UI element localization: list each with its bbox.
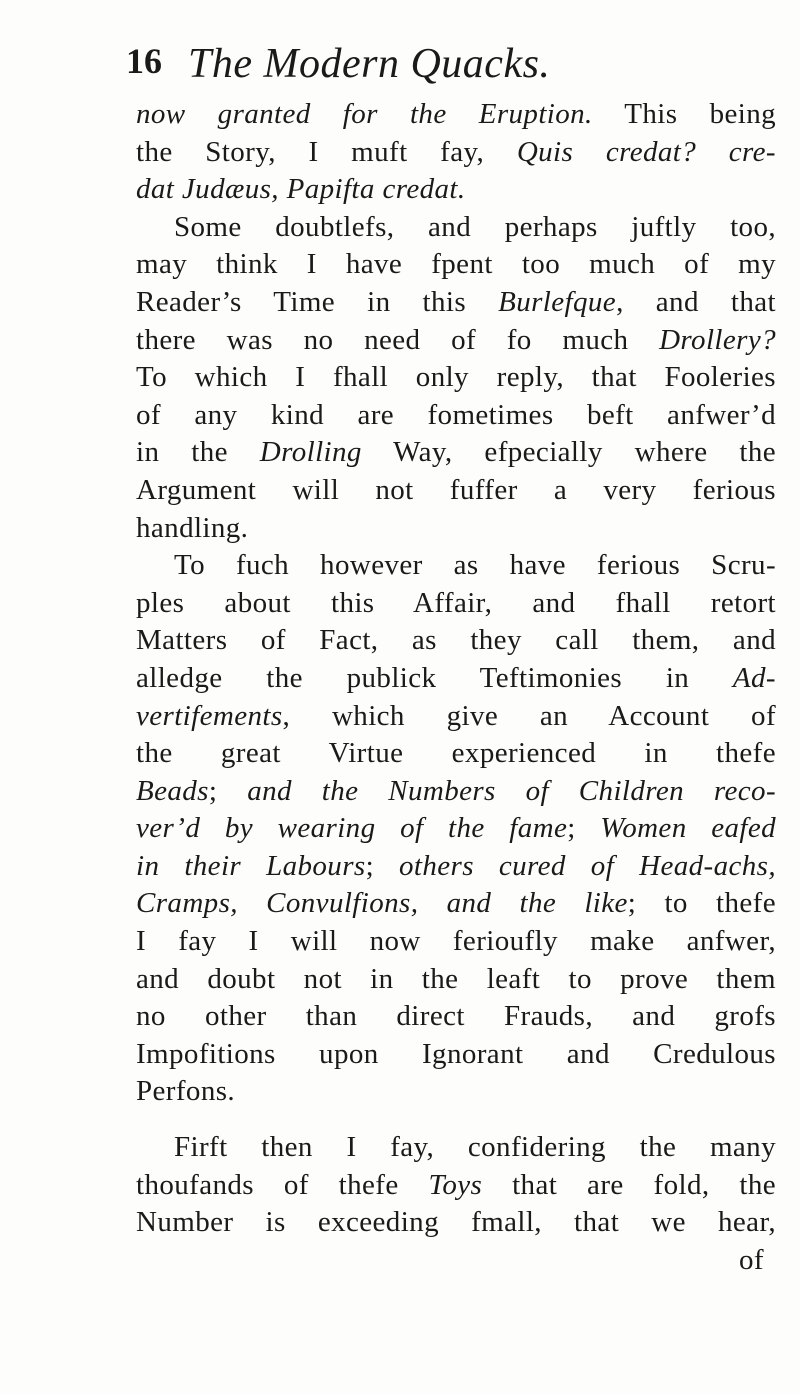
roman-text: Number is exceeding fmall, that we hear, <box>136 1206 776 1239</box>
italic-text: Toys <box>428 1168 483 1201</box>
text-line <box>136 961 776 999</box>
italic-text: others cured of Head-achs, <box>399 849 777 882</box>
roman-text: This being <box>592 98 776 130</box>
roman-text: the great Virtue experienced in thefe <box>136 737 776 770</box>
text-line <box>136 773 776 811</box>
roman-text: thoufands of thefe <box>136 1168 429 1201</box>
roman-text: To which I fhall only reply, that Fooleries <box>136 361 776 394</box>
roman-text: I fay I will now ferioufly make anfwer, <box>136 925 776 958</box>
italic-text: Drollery? <box>659 323 776 356</box>
italic-text: Quis credat? cre- <box>516 135 776 168</box>
roman-text: ; <box>208 774 248 807</box>
text-line <box>136 134 776 172</box>
italic-text: dat Judæus, Papifta credat. <box>136 173 466 206</box>
text-line <box>136 397 776 435</box>
text-line <box>136 547 776 585</box>
text-line <box>136 848 776 886</box>
roman-text: , which give an Account of <box>282 699 776 732</box>
text-line <box>136 585 776 623</box>
roman-text: in the <box>136 436 260 469</box>
roman-text: , and that <box>616 285 776 318</box>
roman-text: To fuch however as have ferious Scru- <box>174 549 776 582</box>
roman-text: handling. <box>136 511 249 544</box>
italic-text: vertifements <box>136 699 283 732</box>
text-line <box>136 359 776 397</box>
roman-text: Way, efpecially where the <box>361 436 776 469</box>
text-line <box>136 1204 776 1242</box>
text-line <box>136 96 776 134</box>
italic-text: now granted for the Eruption. <box>136 98 593 130</box>
italic-text: in their Labours <box>136 849 366 882</box>
roman-text: ; <box>365 849 400 882</box>
roman-text: ples about this Affair, and fhall retort <box>136 586 776 619</box>
page-number: 16 <box>126 41 162 81</box>
italic-text: ver’d by wearing of the fame <box>136 812 568 845</box>
roman-text: the Story, I muft fay, <box>136 135 517 168</box>
roman-text: ; to thefe <box>627 887 777 920</box>
roman-text: of any kind are fometimes beft anfwer’d <box>136 398 776 431</box>
roman-text: Perfons. <box>136 1075 236 1108</box>
roman-text: alledge the publick Teftimonies in <box>136 661 733 694</box>
running-head <box>126 40 716 92</box>
text-line <box>136 810 776 848</box>
roman-text: may think I have fpent too much of my <box>136 248 776 281</box>
roman-text: Matters of Fact, as they call them, and <box>136 624 776 657</box>
text-line <box>136 510 776 548</box>
roman-text: Some doubtlefs, and perhaps juftly too, <box>174 210 776 243</box>
italic-text: Drolling <box>259 436 362 469</box>
text-line <box>136 1036 776 1074</box>
italic-text: Burlefque <box>498 285 617 318</box>
text-line <box>136 1167 776 1205</box>
text-line <box>136 284 776 322</box>
italic-text: Cramps, Convulfions, and the like <box>136 887 628 920</box>
roman-text: ; <box>567 812 601 845</box>
text-line <box>136 434 776 472</box>
text-line <box>136 998 776 1036</box>
text-line <box>136 698 776 736</box>
roman-text: Reader’s Time in this <box>136 285 499 318</box>
text-line <box>136 735 776 773</box>
text-line <box>136 622 776 660</box>
text-line <box>136 1129 776 1167</box>
text-line <box>136 660 776 698</box>
text-line <box>136 1073 776 1111</box>
text-line <box>136 322 776 360</box>
roman-text: Firft then I fay, confidering the many <box>174 1131 776 1164</box>
text-line <box>136 209 776 247</box>
italic-text: Beads <box>136 774 209 807</box>
text-line <box>136 472 776 510</box>
roman-text: that are fold, the <box>482 1168 776 1201</box>
roman-text: and doubt not in the leaft to prove them <box>136 962 776 995</box>
roman-text: Argument will not fuffer a very ferious <box>136 473 776 506</box>
running-title: The Modern Quacks. <box>188 41 551 87</box>
italic-text: and the Numbers of Children reco- <box>247 774 777 807</box>
text-line <box>136 171 776 209</box>
italic-text: Women eafed <box>600 812 777 845</box>
catchword <box>136 1242 776 1280</box>
body-text <box>136 96 776 1279</box>
text-line <box>136 246 776 284</box>
paragraph-gap <box>136 1111 776 1129</box>
roman-text: no other than direct Frauds, and grofs <box>136 1000 776 1033</box>
roman-text: there was no need of fo much <box>136 323 660 356</box>
text-line <box>136 923 776 961</box>
roman-text: of <box>739 1243 764 1276</box>
italic-text: Ad- <box>732 661 776 694</box>
text-line <box>136 885 776 923</box>
roman-text: Impofitions upon Ignorant and Credulous <box>136 1037 776 1070</box>
